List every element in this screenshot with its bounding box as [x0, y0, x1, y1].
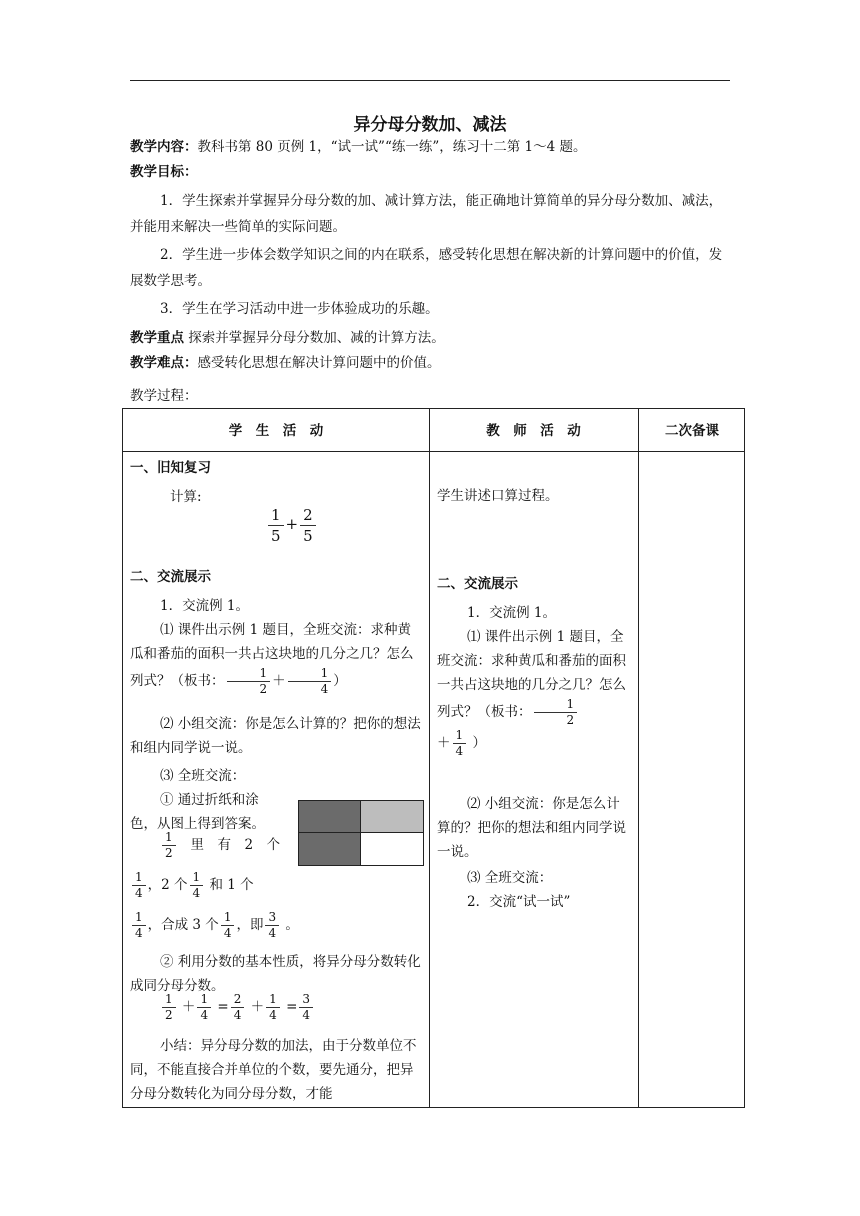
teacher-section-exchange: 二、交流展示 — [437, 576, 518, 592]
header-teacher: 教 师 活 动 — [486, 423, 581, 439]
shaded-cell — [299, 833, 361, 865]
folding-diagram — [298, 800, 424, 866]
process-label: 教学过程： — [130, 388, 198, 404]
goals-label: 教学目标： — [130, 164, 198, 180]
teacher-para-2: ⑵ 小组交流：你是怎么计算的？把你的想法和组内同学说一说。 — [437, 796, 626, 860]
reasoning-line-1: $\frac{1}{2}$ 里 有 2 个 — [160, 830, 280, 861]
content-line — [130, 135, 587, 155]
header-review: 二次备课 — [665, 423, 719, 439]
fraction: $\frac{1}{5}$ — [268, 505, 284, 546]
conversion-equation: $\frac{1}{2}$ ＋ $\frac{1}{4}$ = $\frac{2}{4}$ ＋ $\frac{1}{4}$ = $\frac{3}{4}$ — [160, 992, 315, 1023]
teacher-para-3: ⑶ 全班交流： — [467, 870, 553, 886]
fraction: $\frac{1}{4}$ — [197, 992, 211, 1023]
fraction: $\frac{2}{4}$ — [231, 992, 245, 1023]
key-text: 探索并掌握异分母分数加、减的计算方法。 — [188, 330, 445, 346]
fraction: $\frac{1}{4}$ — [266, 992, 280, 1023]
teacher-item-2: 2．交流“试一试” — [467, 894, 571, 910]
summary-para: 小结：异分母分数的加法，由于分数单位不同，不能直接合并单位的个数，要先通分，把异分母分数转化为同分母分数，才能 — [130, 1038, 417, 1102]
fraction: $\frac{1}{4}$ — [132, 870, 146, 901]
col-divider — [429, 409, 430, 1107]
header-student: 学 生 活 动 — [228, 423, 324, 439]
fraction: $\frac{1}{4}$ — [453, 728, 467, 759]
fraction: $\frac{1}{4}$ — [132, 910, 146, 941]
left-para-3: ⑶ 全班交流： — [160, 768, 246, 784]
fraction: $\frac{1}{2}$ — [162, 830, 176, 861]
left-para-2: ⑵ 小组交流：你是怎么计算的？把你的想法和组内同学说一说。 — [130, 716, 421, 756]
shaded-cell — [299, 801, 361, 833]
section-review: 一、旧知复习 — [130, 460, 211, 476]
teacher-para-1: ⑴ 课件出示例 1 题目，全班交流：求种黄瓜和番茄的面积一共占这块地的几分之几？怎么列式？（板书： $\frac{1}{2}$ ＋ $\frac{1}{4}$ ） — [437, 629, 626, 758]
page-title: 异分母分数加、减法 — [353, 115, 507, 135]
fraction: $\frac{1}{4}$ — [190, 870, 204, 901]
goal-3: 3．学生在学习活动中进一步体验成功的乐趣。 — [160, 301, 439, 317]
difficulty-line — [130, 351, 441, 371]
left-para-5: ② 利用分数的基本性质，将异分母分数转化成同分母分数。 — [130, 954, 421, 994]
left-para-1: ⑴ 课件出示例 1 题目，全班交流：求种黄瓜和番茄的面积一共占这块地的几分之几？怎么列式？（板书： $\frac{1}{2}$ ＋ $\frac{1}{4}$ ） — [130, 622, 414, 696]
fraction: $\frac{1}{2}$ — [162, 992, 176, 1023]
calc-label: 计算: — [170, 489, 202, 505]
exchange-item-1: 1．交流例 1。 — [160, 598, 249, 614]
fraction: $\frac{1}{4}$ — [288, 666, 332, 697]
reasoning-line-2: $\frac{1}{4}$ ，2 个 $\frac{1}{4}$ 和 1 个 — [130, 870, 254, 901]
left-para-4: ① 通过折纸和涂色，从图上得到答案。 — [130, 792, 265, 832]
fraction: $\frac{2}{5}$ — [300, 505, 316, 546]
col-divider — [638, 409, 639, 1107]
key-point-line — [130, 326, 445, 346]
goal-1: 1．学生探索并掌握异分母分数的加、减计算方法，能正确地计算简单的异分母分数加、减法，并能用来解决一些简单的实际问题。 — [130, 193, 723, 235]
fraction: $\frac{1}{4}$ — [221, 910, 235, 941]
header-divider — [123, 451, 744, 452]
fraction: $\frac{3}{4}$ — [265, 910, 279, 941]
review-expression: $\frac{1}{5}$ + $\frac{2}{5}$ — [266, 505, 318, 546]
fraction: $\frac{3}{4}$ — [299, 992, 313, 1023]
difficulty-label: 教学难点： — [130, 355, 198, 371]
fraction: $\frac{1}{2}$ — [227, 666, 271, 697]
light-shaded-cell — [361, 801, 423, 833]
content-label: 教学内容： — [130, 139, 198, 155]
header-rule — [130, 80, 730, 81]
teacher-item-1: 1．交流例 1。 — [467, 605, 556, 621]
difficulty-text: 感受转化思想在解决计算问题中的价值。 — [197, 355, 441, 371]
teacher-review-note: 学生讲述口算过程。 — [437, 488, 559, 504]
fraction: $\frac{1}{2}$ — [534, 697, 578, 728]
blank-cell — [361, 833, 423, 865]
goal-2: 2．学生进一步体会数学知识之间的内在联系，感受转化思想在解决新的计算问题中的价值，发展数学思考。 — [130, 247, 723, 289]
key-label: 教学重点 — [130, 330, 184, 346]
reasoning-line-3: $\frac{1}{4}$ ，合成 3 个 $\frac{1}{4}$ ，即 $\frac{3}{4}$ 。 — [130, 910, 299, 941]
content-text: 教科书第 80 页例 1，“试一试”“练一练”，练习十二第 1～4 题。 — [197, 139, 587, 155]
section-exchange: 二、交流展示 — [130, 569, 211, 585]
